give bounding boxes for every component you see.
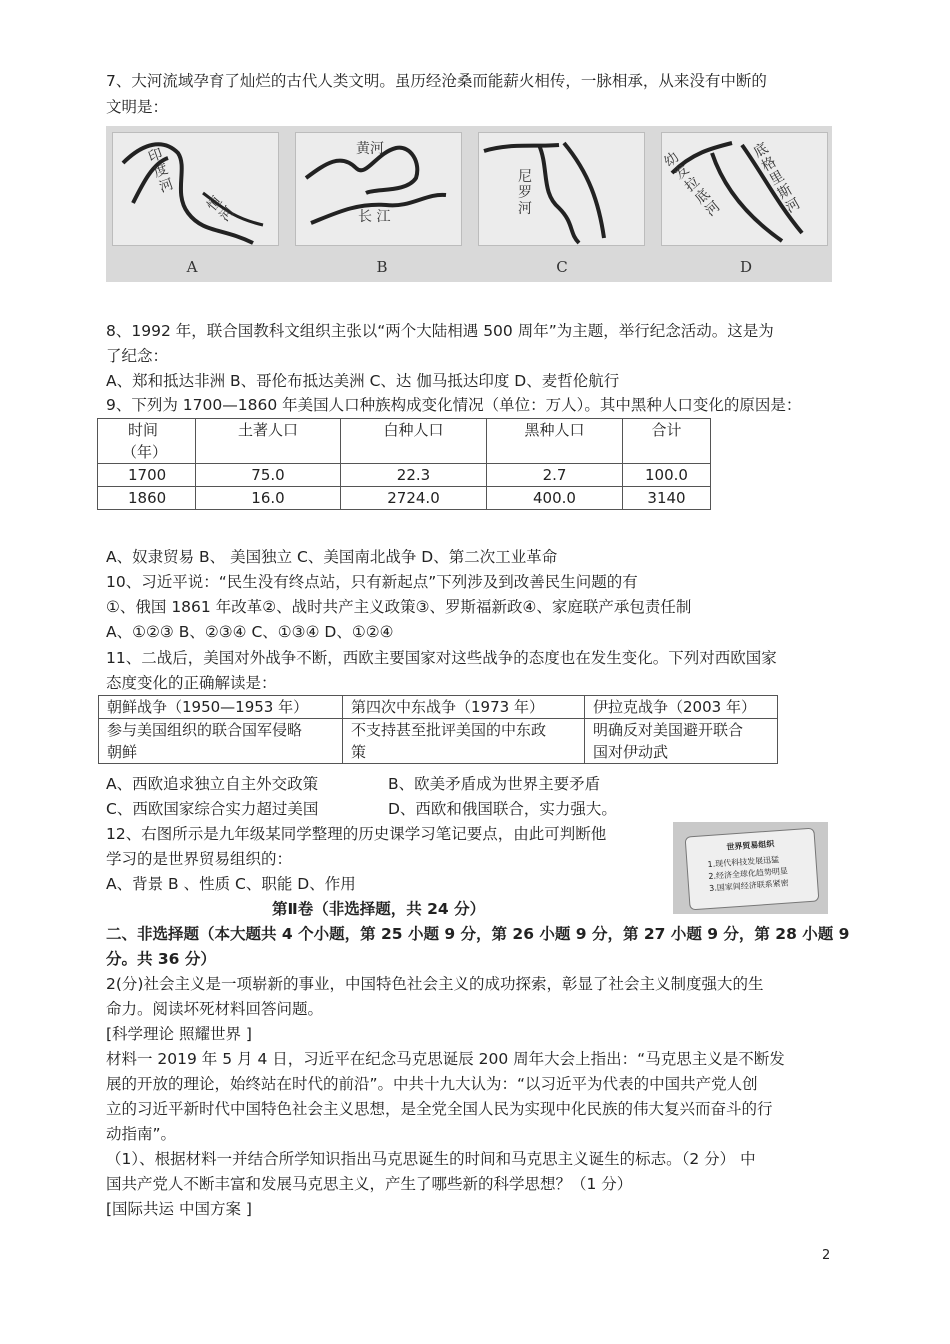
material1-line4: 动指南”。 [106, 1125, 177, 1143]
q12-options: A、背景 B 、性质 C、职能 D、作用 [106, 875, 356, 893]
table-cell [99, 719, 343, 764]
table-cell [585, 719, 778, 764]
q7-stem-line2: 文明是： [106, 98, 169, 116]
map-a [112, 132, 279, 246]
q8-stem-line2: 了纪念： [106, 347, 169, 365]
table-header-row [99, 696, 778, 719]
map-a-letter: A [186, 258, 198, 276]
table-cell: 100.0 [623, 464, 711, 487]
intro-line2: 命力。阅读坏死材料回答问题。 [106, 1000, 324, 1018]
q11-option-b: B、欧美矛盾成为世界主要矛盾 [388, 775, 601, 793]
table-header-row [98, 419, 711, 464]
question1-line2: 国共产党人不断丰富和发展马克思主义，产生了哪些新的科学思想？（1 分） [106, 1175, 633, 1193]
header-time-unit: （年） [122, 443, 168, 461]
q8-stem-line1: 8、1992 年，联合国教科文组织主张以“两个大陆相遇 500 周年”为主题，举行纪念活动。这是为 [106, 322, 774, 340]
map-d-letter: D [739, 258, 753, 276]
map-b-letter: B [376, 258, 388, 276]
intro-line1: 2(分)社会主义是一项崭新的事业，中国特色社会主义的成功探索，彰显了社会主义制度强大的生 [106, 975, 764, 993]
river-label-euphrates: 幼发拉底河 [661, 149, 724, 220]
table-row [99, 719, 778, 764]
wto-item: 2.经济全球化趋势明显 [708, 866, 789, 882]
header-cell [98, 419, 196, 464]
q10-options: A、①②③ B、②③④ C、①③④ D、①②④ [106, 623, 394, 641]
table-cell: 400.0 [487, 487, 623, 510]
part2-title: 第Ⅱ卷（非选择题，共 24 分） [272, 900, 486, 918]
q8-options: A、郑和抵达非洲 B、哥伦布抵达美洲 C、达 伽马抵达印度 D、麦哲伦航行 [106, 372, 620, 390]
q10-items: ①、俄国 1861 年改革②、战时共产主义政策③、罗斯福新政④、家庭联产承包责任制 [106, 598, 692, 616]
map-c [478, 132, 645, 246]
cell-line: 不支持甚至批评美国的中东政 [351, 721, 547, 739]
table-cell: 1860 [98, 487, 196, 510]
material1-line2: 展的开放的理论，始终站在时代的前沿”。中共十九大认为：“以习近平为代表的中国共产党人创 [106, 1075, 758, 1093]
q11-stem-line2: 态度变化的正确解读是： [106, 674, 277, 692]
river-label-yangtze: 长 江 [358, 209, 391, 225]
table-cell: 22.3 [341, 464, 487, 487]
header-cell: 第四次中东战争（1973 年） [343, 696, 585, 719]
q11-option-c: C、西欧国家综合实力超过美国 [106, 800, 319, 818]
population-table [97, 418, 711, 510]
table-cell: 3140 [623, 487, 711, 510]
river-label-ganges: 恒河 [204, 193, 238, 225]
q10-stem: 10、习近平说：“民生没有终点站，只有新起点”下列涉及到改善民生问题的有 [106, 573, 638, 591]
q11-stem-line1: 11、二战后，美国对外战争不断，西欧主要国家对这些战争的态度也在发生变化。下列对西欧国家 [106, 649, 777, 667]
table-row [98, 464, 711, 487]
q12-stem-line2: 学习的是世界贸易组织的： [106, 850, 293, 868]
cell-line: 国对伊动武 [593, 743, 669, 761]
wto-item: 3.国家间经济联系紧密 [708, 878, 790, 894]
section-international: [国际共运 中国方案 ] [106, 1200, 252, 1218]
header-cell: 伊拉克战争（2003 年） [585, 696, 778, 719]
table-cell: 2.7 [487, 464, 623, 487]
table-cell: 16.0 [196, 487, 341, 510]
cell-line: 策 [351, 743, 367, 761]
header-cell: 朝鲜战争（1950—1953 年） [99, 696, 343, 719]
river-label-yellow: 黄河 [356, 141, 384, 157]
page-number: 2 [822, 1248, 831, 1263]
cell-line: 明确反对美国避开联合 [593, 721, 744, 739]
wto-notes-card [685, 828, 820, 911]
wto-notes-figure [673, 822, 828, 914]
wto-item: 1.现代科技发展迅猛 [707, 855, 780, 870]
q9-options: A、奴隶贸易 B、 美国独立 C、美国南北战争 D、第二次工业革命 [106, 548, 558, 566]
question1-line1: （1）、根据材料一并结合所学知识指出马克思诞生的时间和马克思主义诞生的标志。（2 分） 中 [106, 1150, 756, 1168]
map-d [661, 132, 828, 246]
river-label-tigris: 底格里斯河 [750, 140, 804, 217]
q11-option-a: A、西欧追求独立自主外交政策 [106, 775, 319, 793]
wto-title: 世界贸易组织 [726, 839, 775, 852]
header-cell: 白种人口 [341, 419, 487, 464]
river-label-indus: 印度河 [146, 146, 176, 196]
part2-heading-line1: 二、非选择题（本大题共 4 个小题，第 25 小题 9 分，第 26 小题 9 分，第 27 小题 9 分，第 28 小题 9 [106, 925, 850, 943]
table-cell [343, 719, 585, 764]
map-b [295, 132, 462, 246]
q7-stem-line1: 7、大河流域孕育了灿烂的古代人类文明。虽历经沧桑而能薪火相传，一脉相承，从来没有中断的 [106, 72, 767, 90]
cell-line: 朝鲜 [107, 743, 138, 761]
q9-stem: 9、下列为 1700—1860 年美国人口种族构成变化情况（单位：万人）。其中黑种人口变化的原因是： [106, 396, 802, 414]
western-europe-attitude-table [98, 695, 778, 764]
header-cell: 合计 [623, 419, 711, 464]
map-c-letter: C [556, 258, 568, 276]
river-label-nile: 尼罗河 [518, 169, 532, 217]
table-row [98, 487, 711, 510]
material1-line3: 立的习近平新时代中国特色社会主义思想，是全党全国人民为实现中化民族的伟大复兴而奋斗的行 [106, 1100, 773, 1118]
part2-heading-line2: 分。共 36 分） [106, 950, 216, 968]
header-cell: 黑种人口 [487, 419, 623, 464]
header-cell: 土著人口 [196, 419, 341, 464]
table-cell: 75.0 [196, 464, 341, 487]
material1-line1: 材料一 2019 年 5 月 4 日，习近平在纪念马克思诞辰 200 周年大会上指出：“马克思主义是不断发 [106, 1050, 785, 1068]
table-cell: 2724.0 [341, 487, 487, 510]
table-cell: 1700 [98, 464, 196, 487]
section-science-theory: [科学理论 照耀世界 ] [106, 1025, 252, 1043]
river-maps-figure [106, 126, 832, 282]
q12-stem-line1: 12、右图所示是九年级某同学整理的历史课学习笔记要点，由此可判断他 [106, 825, 607, 843]
header-time: 时间 [128, 421, 159, 439]
cell-line: 参与美国组织的联合国军侵略 [107, 721, 303, 739]
q11-option-d: D、西欧和俄国联合，实力强大。 [388, 800, 617, 818]
